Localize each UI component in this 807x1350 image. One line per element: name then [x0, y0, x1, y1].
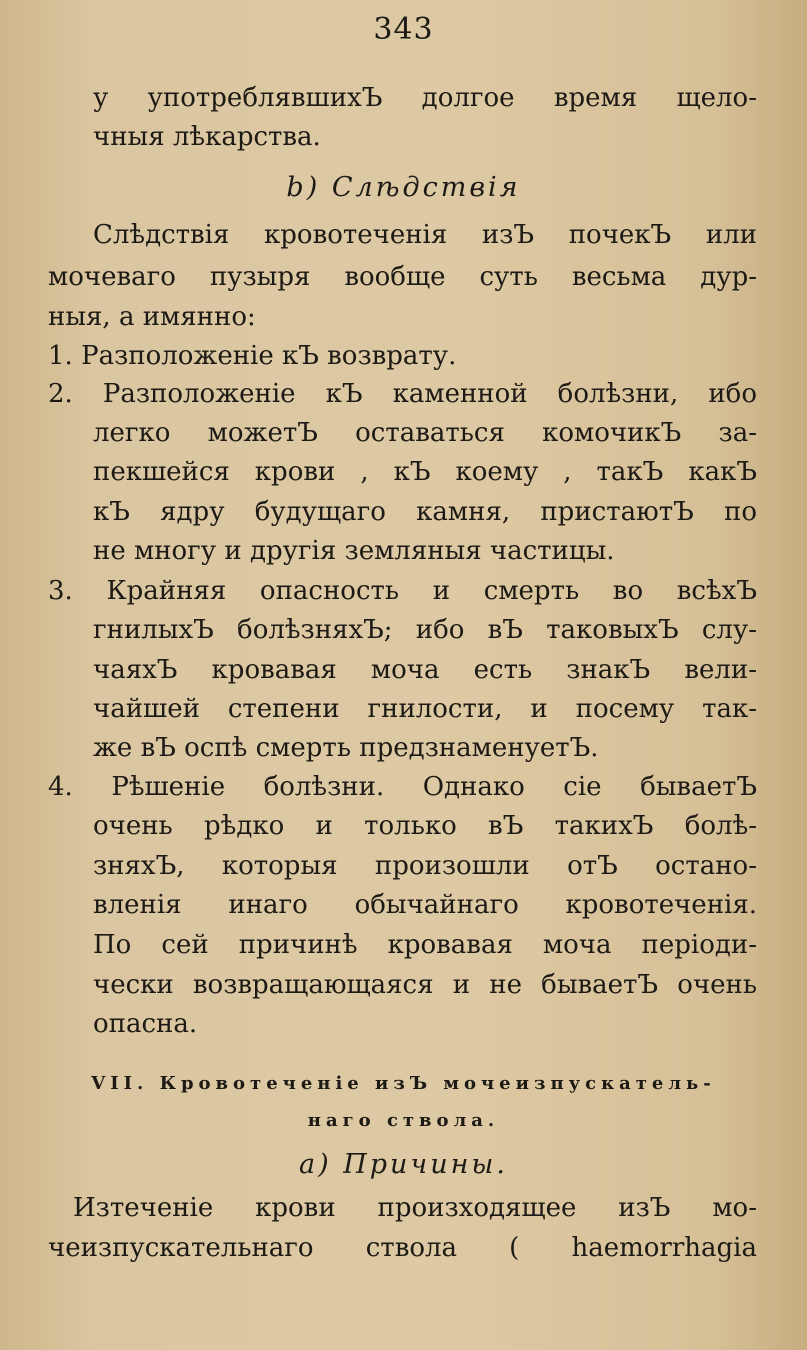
page-number: 343: [373, 12, 434, 47]
text-line-4: мочеваго пузыря вообще суть весьма дур-: [48, 262, 757, 292]
list-item-2-line-2: легко можетЪ оставаться комочикЪ за-: [93, 418, 757, 448]
list-item-3-line-1: 3. Крайняя опасность и смерть во всѣхЪ: [48, 576, 757, 606]
list-item-2-line-3: пекшейся крови , кЪ коему , такЪ какЪ: [93, 457, 757, 487]
section-heading-line-2: наго ствола.: [307, 1110, 500, 1131]
list-item-4-line-1: 4. Рѣшеніе болѣзни. Однако сіе бываетЪ: [48, 772, 757, 802]
list-item-2-line-1: 2. Разположеніе кЪ каменной болѣзни, ибо: [48, 379, 757, 409]
list-item-3-line-2: гнилыхЪ болѣзняхЪ; ибо вЪ таковыхЪ слу-: [93, 615, 757, 645]
list-item-2-line-4: кЪ ядру будущаго камня, пристаютЪ по: [93, 497, 757, 527]
list-item-3-line-3: чаяхЪ кровавая моча есть знакЪ вели-: [93, 655, 757, 685]
text-line-2: чныя лѣкарства.: [93, 122, 321, 152]
list-item-4-line-6: чески возвращающаяся и не бываетЪ очень: [93, 970, 757, 1000]
list-item-2-line-5: не многу и другія земляныя частицы.: [93, 536, 615, 566]
text-line-3: Слѣдствія кровотеченія изЪ почекЪ или: [93, 220, 757, 250]
list-item-1: 1. Разположеніе кЪ возврату.: [48, 341, 457, 371]
subheading-consequences: b) Слѣдствія: [286, 172, 521, 203]
list-item-4-line-4: вленія инаго обычайнаго кровотеченія.: [93, 890, 757, 920]
section-heading-line-1: VII. Кровотеченіе изЪ мочеизпускатель-: [91, 1073, 716, 1094]
list-item-4-line-7: опасна.: [93, 1009, 198, 1039]
list-item-3-line-5: же вЪ оспѣ смерть предзнаменуетЪ.: [93, 733, 599, 763]
list-item-4-line-3: зняхЪ, которыя произошли отЪ остано-: [93, 851, 757, 881]
list-item-3-line-4: чайшей степени гнилости, и посему так-: [93, 694, 757, 724]
text-line-final-2: чеизпускательнаго ствола ( haemorrhagia: [48, 1233, 757, 1263]
text-line-5: ныя, а имянно:: [48, 302, 256, 332]
list-item-4-line-2: очень рѣдко и только вЪ такихЪ болѣ-: [93, 811, 757, 841]
list-item-4-line-5: По сей причинѣ кровавая моча періоди-: [93, 930, 757, 960]
text-line-1: у употреблявшихЪ долгое время щело-: [93, 83, 757, 113]
subheading-causes: a) Причины.: [299, 1149, 508, 1180]
text-line-final-1: Изтеченіе крови произходящее изЪ мо-: [73, 1193, 757, 1223]
